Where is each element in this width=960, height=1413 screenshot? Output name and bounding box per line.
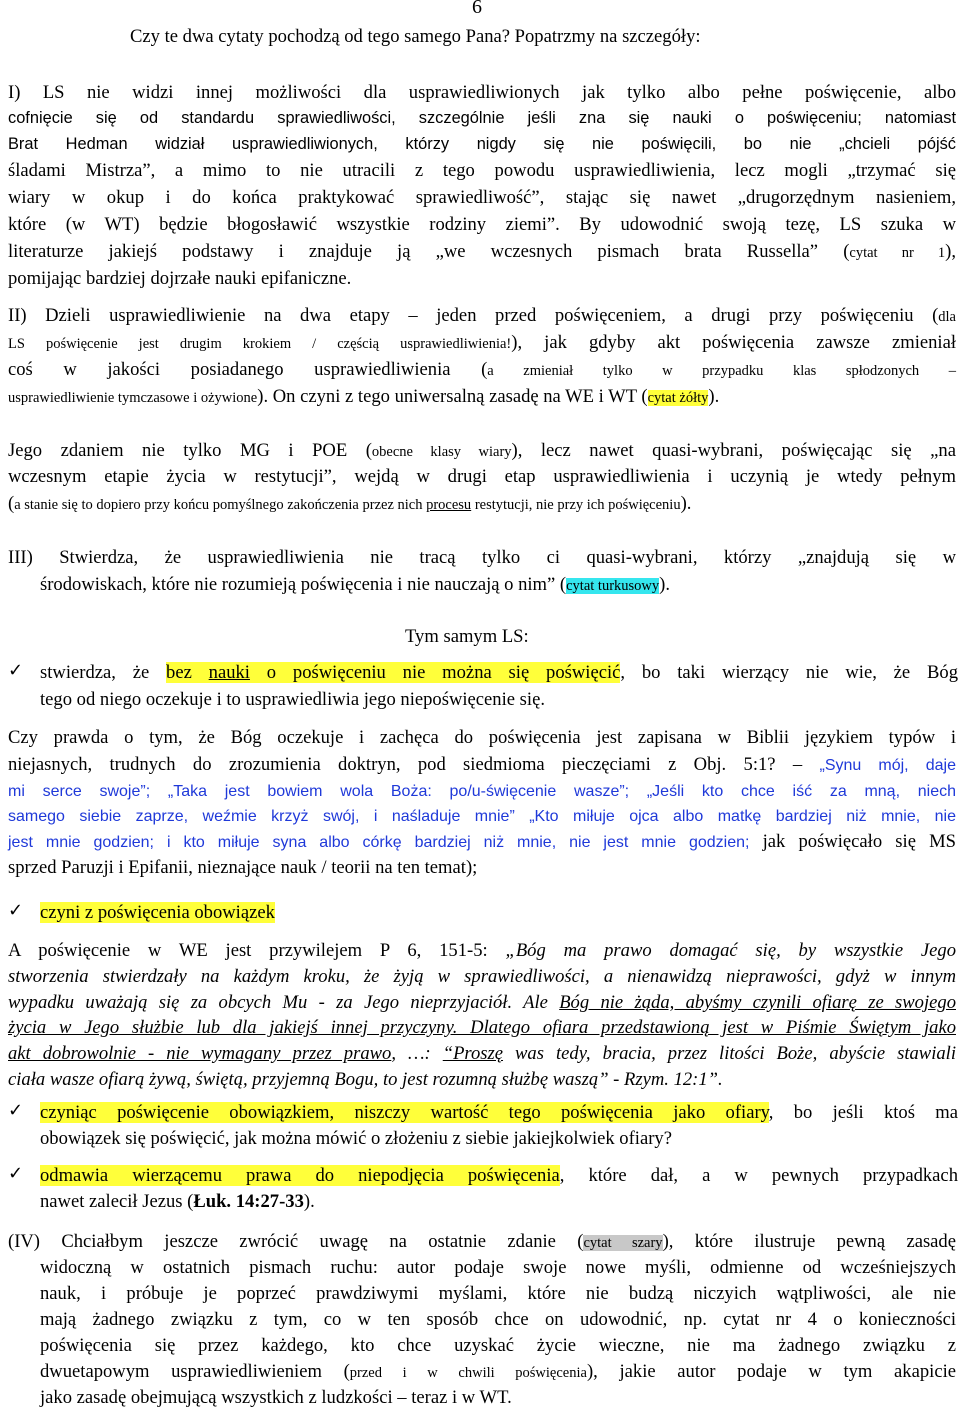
text-line: czyniąc poświęcenie obowiązkiem, niszczy wartość tego poświęcenia jako ofiary, bo jeśli ktoś ma bbox=[40, 1102, 958, 1123]
text-line: jest mnie godzien; i kto miłuje syna albo córkę bardziej niż mnie, nie jest mnie godzien; jak poświęcało się MS bbox=[8, 831, 956, 852]
text-line: ciała wasze ofiarą żywą, świętą, przyjemną Bogu, to jest rozumną służbę waszą” - Rzym. 12:1”. bbox=[8, 1069, 723, 1090]
page-number: 6 bbox=[472, 0, 482, 18]
checkmark-icon: ✓ bbox=[8, 900, 24, 921]
highlight-turquoise: cytat turkusowy bbox=[566, 578, 660, 594]
text-line: mi serce swoje”; „Taka jest bowiem wola Boża: po/u-święcenie wasze”; „Jeśli kto chce iść za mną, niech bbox=[8, 783, 956, 800]
highlight-yellow: odmawia wierzącemu prawa do niepodjęcia poświęcenia bbox=[40, 1165, 560, 1186]
text-line: widoczną w ostatnich pismach ruchu: autor podaje swoje nowe myśli, odmienne od wcześniejszych bbox=[40, 1257, 956, 1278]
text-line: II) Dzieli usprawiedliwienie na dwa etapy – jeden przed poświęceniem, a drugi przy poświęceniu (dla bbox=[8, 305, 956, 326]
text-line: nauk, i próbuje je poprzeć prawdziwymi myślami, które nie budzą niczyich wątpliwości, ale nie bbox=[40, 1283, 956, 1304]
highlight-yellow: cytat żółty bbox=[647, 390, 709, 406]
text-line: usprawiedliwienie tymczasowe i ożywione). On czyni z tego uniwersalną zasadę na WE i WT (cytat żółty). bbox=[8, 386, 720, 407]
text-line: literaturze jakiejś podstawy i znajduje ją „we wczesnych pismach brata Russella” (cytat nr 1), bbox=[8, 241, 957, 262]
quote-ref: cytat nr 1 bbox=[849, 245, 946, 261]
text-line: środowiskach, które nie rozumieją poświęcenia i nie nauczają o nim” (cytat turkusowy). bbox=[40, 574, 670, 595]
text-line: wczesnym etapie życia w restytucji”, wejdą w drugi etap usprawiedliwienia i uczynią je wtedy pełnym bbox=[8, 466, 956, 487]
highlight-gray: cytat szary bbox=[583, 1235, 663, 1251]
text-line: pomijając bardziej dojrzałe nauki epifaniczne. bbox=[8, 268, 352, 289]
text-line: poświęcenia się przez każdego, kto chce uzyskać życie wieczne, nie ma żadnego związku z bbox=[40, 1335, 956, 1356]
text-line: Jego zdaniem nie tylko MG i POE (obecne klasy wiary), lecz nawet quasi-wybrani, poświęcając się „na bbox=[8, 440, 956, 461]
text-line: wypadku uważają się za obcych Mu - za Jego nieprzyjaciół. Ale Bóg nie żąda, abyśmy czynili ofiarę ze swojego bbox=[8, 992, 956, 1013]
intro-line: Czy te dwa cytaty pochodzą od tego samego Pana? Popatrzmy na szczegóły: bbox=[130, 26, 701, 47]
text-line: obowiązek się poświęcić, jak można mówić o złożeniu z siebie jakiejkolwiek ofiary? bbox=[40, 1128, 672, 1149]
text-line: śladami Mistrza”, a mimo to nie utracili z tego powodu usprawiedliwienia, lecz mogli „trzymać się bbox=[8, 160, 956, 181]
text-line: nawet zalecił Jezus (Łuk. 14:27-33). bbox=[40, 1191, 315, 1212]
checkmark-icon: ✓ bbox=[8, 1163, 24, 1184]
text-line: (IV) Chciałbym jeszcze zwrócić uwagę na ostatnie zdanie (cytat szary), które ilustruje pewną zasadę bbox=[8, 1231, 956, 1252]
text-line: III) Stwierdza, że usprawiedliwienia nie tracą tylko ci quasi-wybrani, którzy „znajdują się w bbox=[8, 547, 956, 568]
text-line bbox=[40, 900, 275, 925]
text-line: niejasnych, trudnych do zrozumienia doktryn, pod siedmioma pieczęciami z Obj. 5:1? – „Synu mój, daje bbox=[8, 754, 956, 775]
checkmark-icon: ✓ bbox=[8, 1100, 24, 1121]
text-line: samego siebie zaprze, weźmie krzyż swój, i naśladuje mnie” „Kto miłuje ojca albo matkę bardziej niż mnie, nie bbox=[8, 808, 956, 825]
text-line: LS poświęcenie jest drugim krokiem / częścią usprawiedliwienia!), jak gdyby akt poświęcenia zawsze zmieniał bbox=[8, 332, 956, 353]
text-line: sprzed Paruzji i Epifanii, nieznające nauk / teorii na ten temat); bbox=[8, 857, 478, 878]
text-line: tego od niego oczekuje i to usprawiedliwia jego niepoświęcenie się. bbox=[40, 689, 545, 710]
checkmark-icon: ✓ bbox=[8, 660, 24, 681]
text-line: jako zasadę obejmującą wszystkich z ludzkości – teraz i w WT. bbox=[40, 1387, 512, 1408]
text-line: A poświęcenie w WE jest przywilejem P 6, 151-5: „Bóg ma prawo domagać się, by wszystkie Jego bbox=[8, 940, 957, 961]
text-line: mają żadnego związku z tym, co w ten sposób chce on udowodnić, np. cytat nr 4 o konieczności bbox=[40, 1309, 956, 1330]
text-line: akt dobrowolnie - nie wymagany przez prawo, …: “Proszę was tedy, bracia, przez litości Boże, abyście stawiali bbox=[8, 1043, 956, 1064]
text-line: cofnięcie się od standardu sprawiedliwości, szczególnie jeśli zna się nauki o poświęceniu; natomiast bbox=[8, 109, 956, 127]
text-line: stworzenia stwierdzały na każdym kroku, że żyją w sprawiedliwości, a nienawidzą nieprawości, gdyż w innym bbox=[8, 966, 956, 987]
text-line: dwuetapowym usprawiedliwieniem (przed i w chwili poświęcenia), jakie autor podaje w tym akapicie bbox=[40, 1361, 956, 1382]
heading: Tym samym LS: bbox=[405, 626, 529, 647]
text-line: (a stanie się to dopiero przy końcu pomyślnego zakończenia przez nich procesu restytucji, nie przy ich poświęceniu). bbox=[8, 493, 692, 514]
text-line: Brat Hedman widział usprawiedliwionych, którzy nigdy się nie poświęcili, bo nie „chcieli pójść bbox=[8, 135, 956, 153]
text-line: Czy prawda o tym, że Bóg oczekuje i zachęca do poświęcenia jest zapisana w Biblii językiem typów i bbox=[8, 727, 956, 748]
text-line: które (w WT) będzie błogosławić wszystkie rodziny ziemi”. By udowodnić swoją tezę, LS szuka w bbox=[8, 214, 956, 235]
text-line: odmawia wierzącemu prawa do niepodjęcia poświęcenia, które dał, a w pewnych przypadkach bbox=[40, 1165, 958, 1186]
text-line: I) LS nie widzi innej możliwości dla usprawiedliwionych jak tylko albo pełne poświęcenie, albo bbox=[8, 82, 956, 103]
highlight-yellow: bez nauki o poświęceniu nie można się poświęcić bbox=[166, 662, 621, 683]
highlight-yellow: czyni z poświęcenia obowiązek bbox=[40, 902, 275, 923]
highlight-yellow: czyniąc poświęcenie obowiązkiem, niszczy wartość tego poświęcenia jako ofiary bbox=[40, 1102, 769, 1123]
text-line: stwierdza, że bez nauki o poświęceniu nie można się poświęcić, bo taki wierzący nie wie, że Bóg bbox=[40, 662, 958, 683]
text-line: życia w Jego służbie lub dla jakiejś innej przyczyny. Dlatego ofiara przedstawioną jest w Piśmie Świętym jako bbox=[8, 1017, 956, 1038]
text-line: coś w jakości posiadanego usprawiedliwienia (a zmieniał tylko w przypadku klas spłodzonych – bbox=[8, 359, 956, 380]
text-line: wiary w okup i do końca praktykować sprawiedliwość”, stając się nawet „drugorzędnym nasieniem, bbox=[8, 187, 956, 208]
